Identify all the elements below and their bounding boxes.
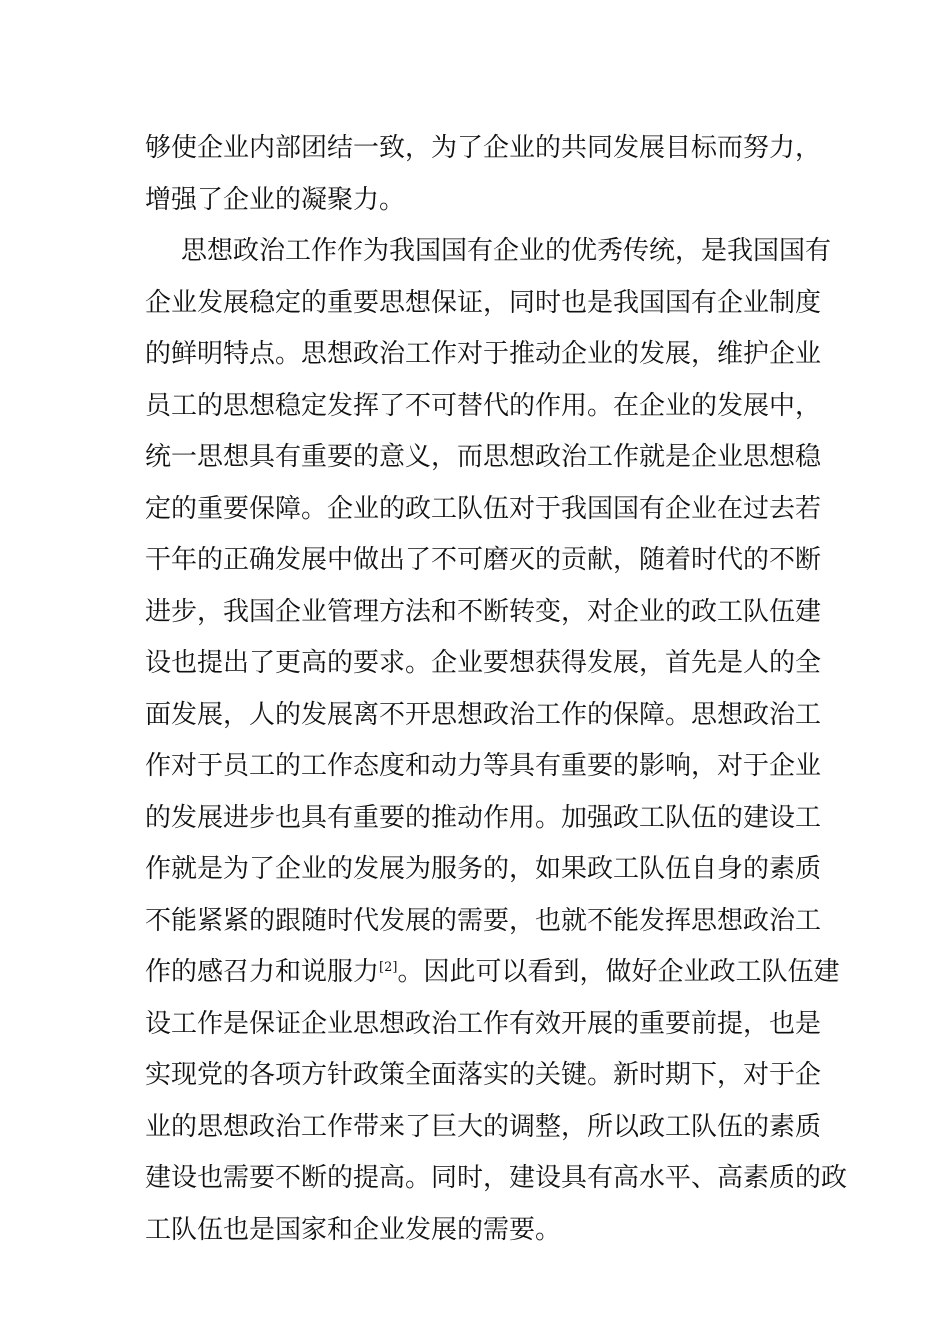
text-line: 建设也需要不断的提高。同时，建设具有高水平、高素质的政 bbox=[145, 1163, 848, 1193]
text-line: 不能紧紧的跟随时代发展的需要，也就不能发挥思想政治工 bbox=[145, 906, 822, 936]
text-line: 进步，我国企业管理方法和不断转变，对企业的政工队伍建 bbox=[145, 597, 822, 627]
text-line: 的发展进步也具有重要的推动作用。加强政工队伍的建设工 bbox=[145, 803, 822, 833]
citation-line-before: 作的感召力和说服力 bbox=[145, 957, 380, 987]
text-line: 的鲜明特点。思想政治工作对于推动企业的发展，维护企业 bbox=[145, 339, 822, 369]
text-line: 作对于员工的工作态度和动力等具有重要的影响，对于企业 bbox=[145, 751, 822, 781]
text-line: 设也提出了更高的要求。企业要想获得发展，首先是人的全 bbox=[145, 648, 822, 678]
text-line: 统一思想具有重要的意义，而思想政治工作就是企业思想稳 bbox=[145, 442, 822, 472]
text-line: 工队伍也是国家和企业发展的需要。 bbox=[145, 1215, 562, 1245]
citation-ref: [2] bbox=[379, 960, 398, 975]
text-line: 干年的正确发展中做出了不可磨灭的贡献，随着时代的不断 bbox=[145, 545, 822, 575]
text-line: 企业发展稳定的重要思想保证，同时也是我国国有企业制度 bbox=[145, 288, 822, 318]
citation-line-after: 。因此可以看到，做好企业政工队伍建 bbox=[397, 957, 840, 987]
text-line: 业的思想政治工作带来了巨大的调整，所以政工队伍的素质 bbox=[145, 1112, 822, 1142]
text-line: 设工作是保证企业思想政治工作有效开展的重要前提，也是 bbox=[145, 1009, 822, 1039]
text-line: 作就是为了企业的发展为服务的，如果政工队伍自身的素质 bbox=[145, 854, 822, 884]
text-line: 面发展，人的发展离不开思想政治工作的保障。思想政治工 bbox=[145, 700, 822, 730]
text-line: 定的重要保障。企业的政工队伍对于我国国有企业在过去若 bbox=[145, 494, 822, 524]
text-line: 思想政治工作作为我国国有企业的优秀传统，是我国国有 bbox=[181, 236, 832, 266]
text-line: 实现党的各项方针政策全面落实的关键。新时期下，对于企 bbox=[145, 1060, 822, 1090]
text-line: 员工的思想稳定发挥了不可替代的作用。在企业的发展中， bbox=[145, 391, 822, 421]
text-line: 增强了企业的凝聚力。 bbox=[145, 185, 406, 215]
text-line-with-citation bbox=[145, 952, 840, 992]
text-line: 够使企业内部团结一致，为了企业的共同发展目标而努力， bbox=[145, 133, 822, 163]
